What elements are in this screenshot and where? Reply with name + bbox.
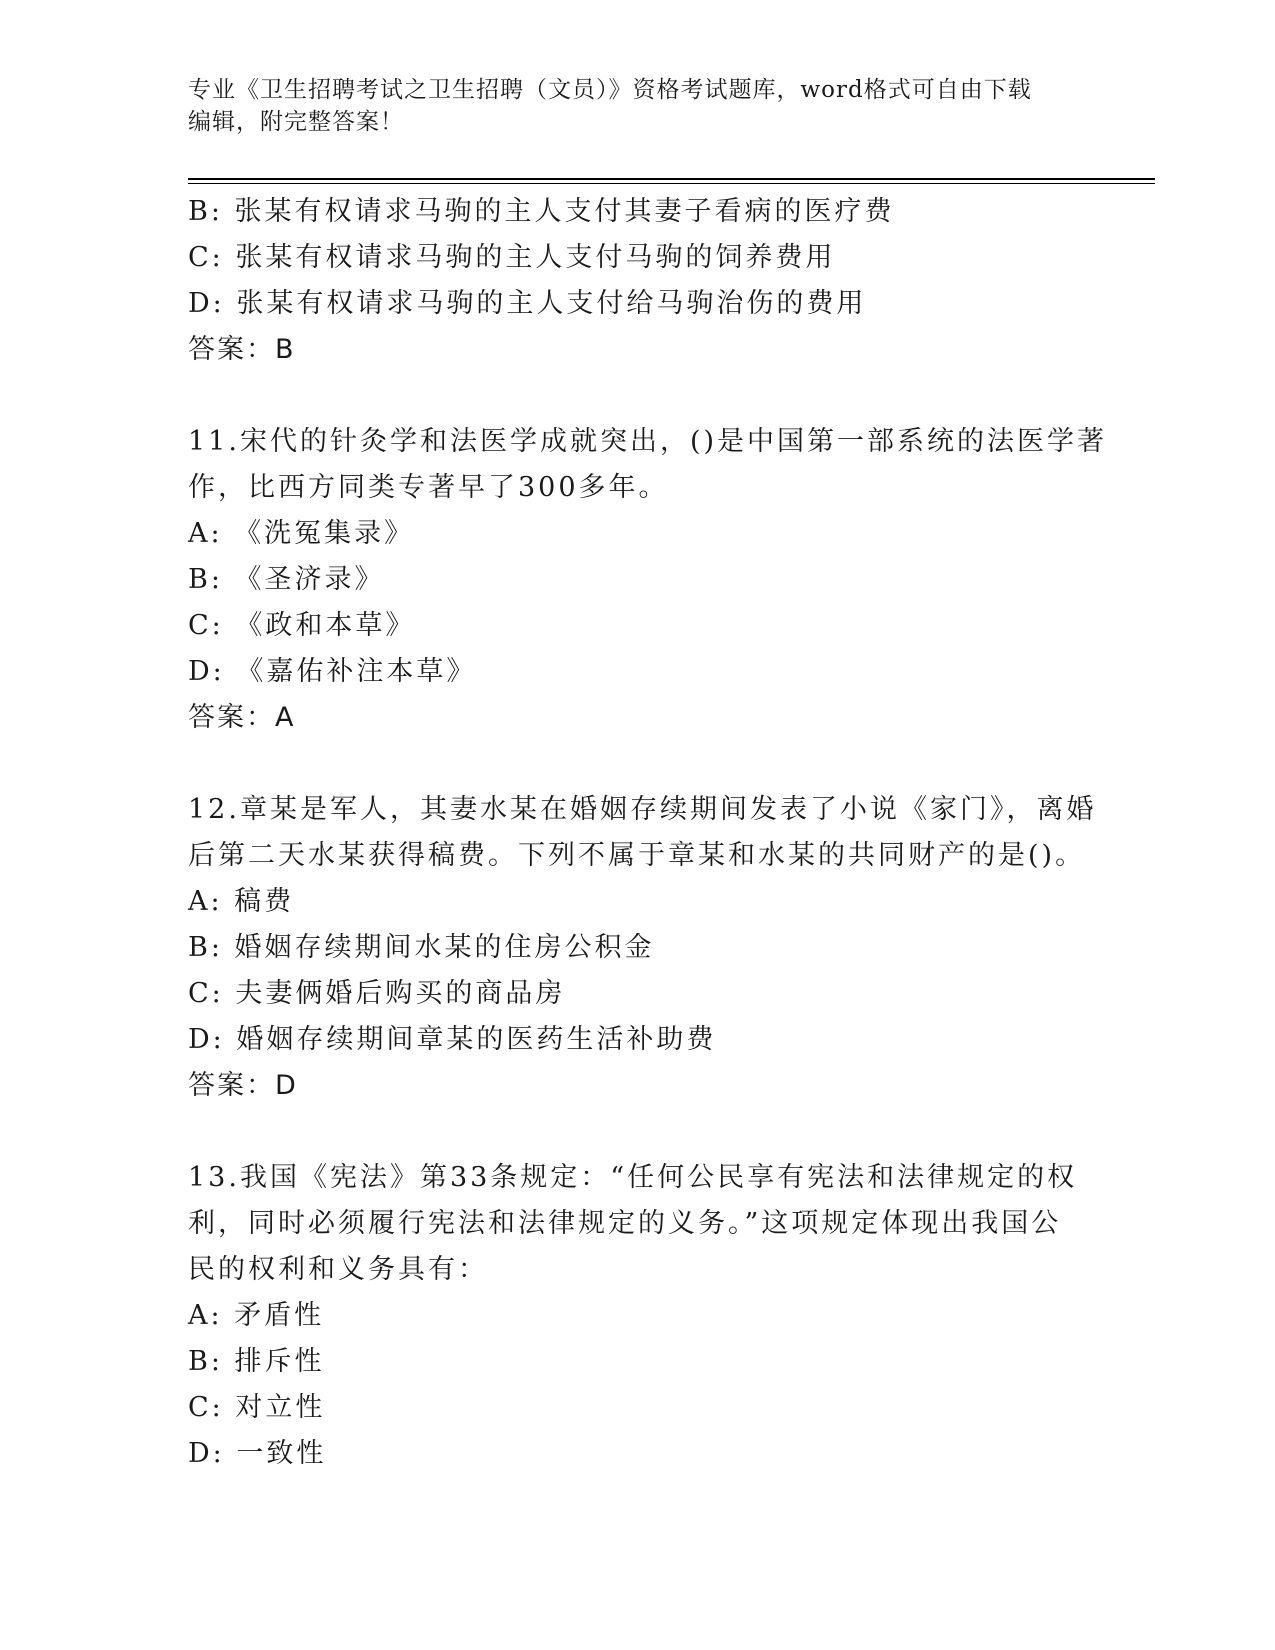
question-block-12 (188, 787, 1097, 1109)
question-stem-line: 利，同时必须履行宪法和法律规定的义务。”这项规定体现出我国公 (188, 1208, 1062, 1239)
answer-label: 答案：B (188, 334, 296, 365)
option-b: B: 排斥性 (188, 1346, 325, 1377)
option-d: D: 《嘉佑补注本草》 (188, 656, 477, 687)
answer-label: 答案：A (188, 702, 296, 733)
option-a: A: 矛盾性 (188, 1300, 325, 1331)
question-block-11 (188, 419, 1108, 741)
question-stem-line: 13.我国《宪法》第33条规定：“任何公民享有宪法和法律规定的权 (188, 1162, 1078, 1193)
option-b: B: 《圣济录》 (188, 564, 385, 595)
header-line-1: 专业《卫生招聘考试之卫生招聘（文员）》资格考试题库，word格式可自由下载 (188, 77, 1032, 103)
question-stem-line: 作，比西方同类专著早了300多年。 (188, 472, 669, 503)
option-d: D: 婚姻存续期间章某的医药生活补助费 (188, 1024, 717, 1055)
question-block-13 (188, 1155, 1078, 1477)
option-c: C: 张某有权请求马驹的主人支付马驹的饲养费用 (188, 242, 836, 273)
option-c: C: 《政和本草》 (188, 610, 416, 641)
answer-label: 答案：D (188, 1070, 298, 1101)
question-stem-line: 11.宋代的针灸学和法医学成就突出，()是中国第一部系统的法医学著 (188, 426, 1108, 457)
question-stem-line: 民的权利和义务具有： (188, 1254, 488, 1285)
question-block-10 (188, 189, 1078, 373)
option-b: B: 张某有权请求马驹的主人支付其妻子看病的医疗费 (188, 196, 895, 227)
spacer (188, 373, 1078, 419)
question-content (188, 189, 1108, 1477)
spacer (188, 741, 1078, 787)
option-a: A: 《洗冤集录》 (188, 518, 415, 549)
question-stem-line: 12.章某是军人，其妻水某在婚姻存续期间发表了小说《家门》，离婚 (188, 794, 1097, 825)
header-divider-thick (188, 178, 1155, 180)
option-d: D: 一致性 (188, 1438, 327, 1469)
option-c: C: 夫妻俩婚后购买的商品房 (188, 978, 566, 1009)
option-d: D: 张某有权请求马驹的主人支付给马驹治伤的费用 (188, 288, 867, 319)
document-header (188, 74, 1068, 138)
option-b: B: 婚姻存续期间水某的住房公积金 (188, 932, 655, 963)
header-line-2: 编辑，附完整答案！ (188, 109, 404, 135)
option-a: A: 稿费 (188, 886, 295, 917)
spacer (188, 1109, 1078, 1155)
header-divider-thin (188, 183, 1155, 184)
option-c: C: 对立性 (188, 1392, 326, 1423)
question-stem-line: 后第二天水某获得稿费。下列不属于章某和水某的共同财产的是()。 (188, 840, 1086, 871)
